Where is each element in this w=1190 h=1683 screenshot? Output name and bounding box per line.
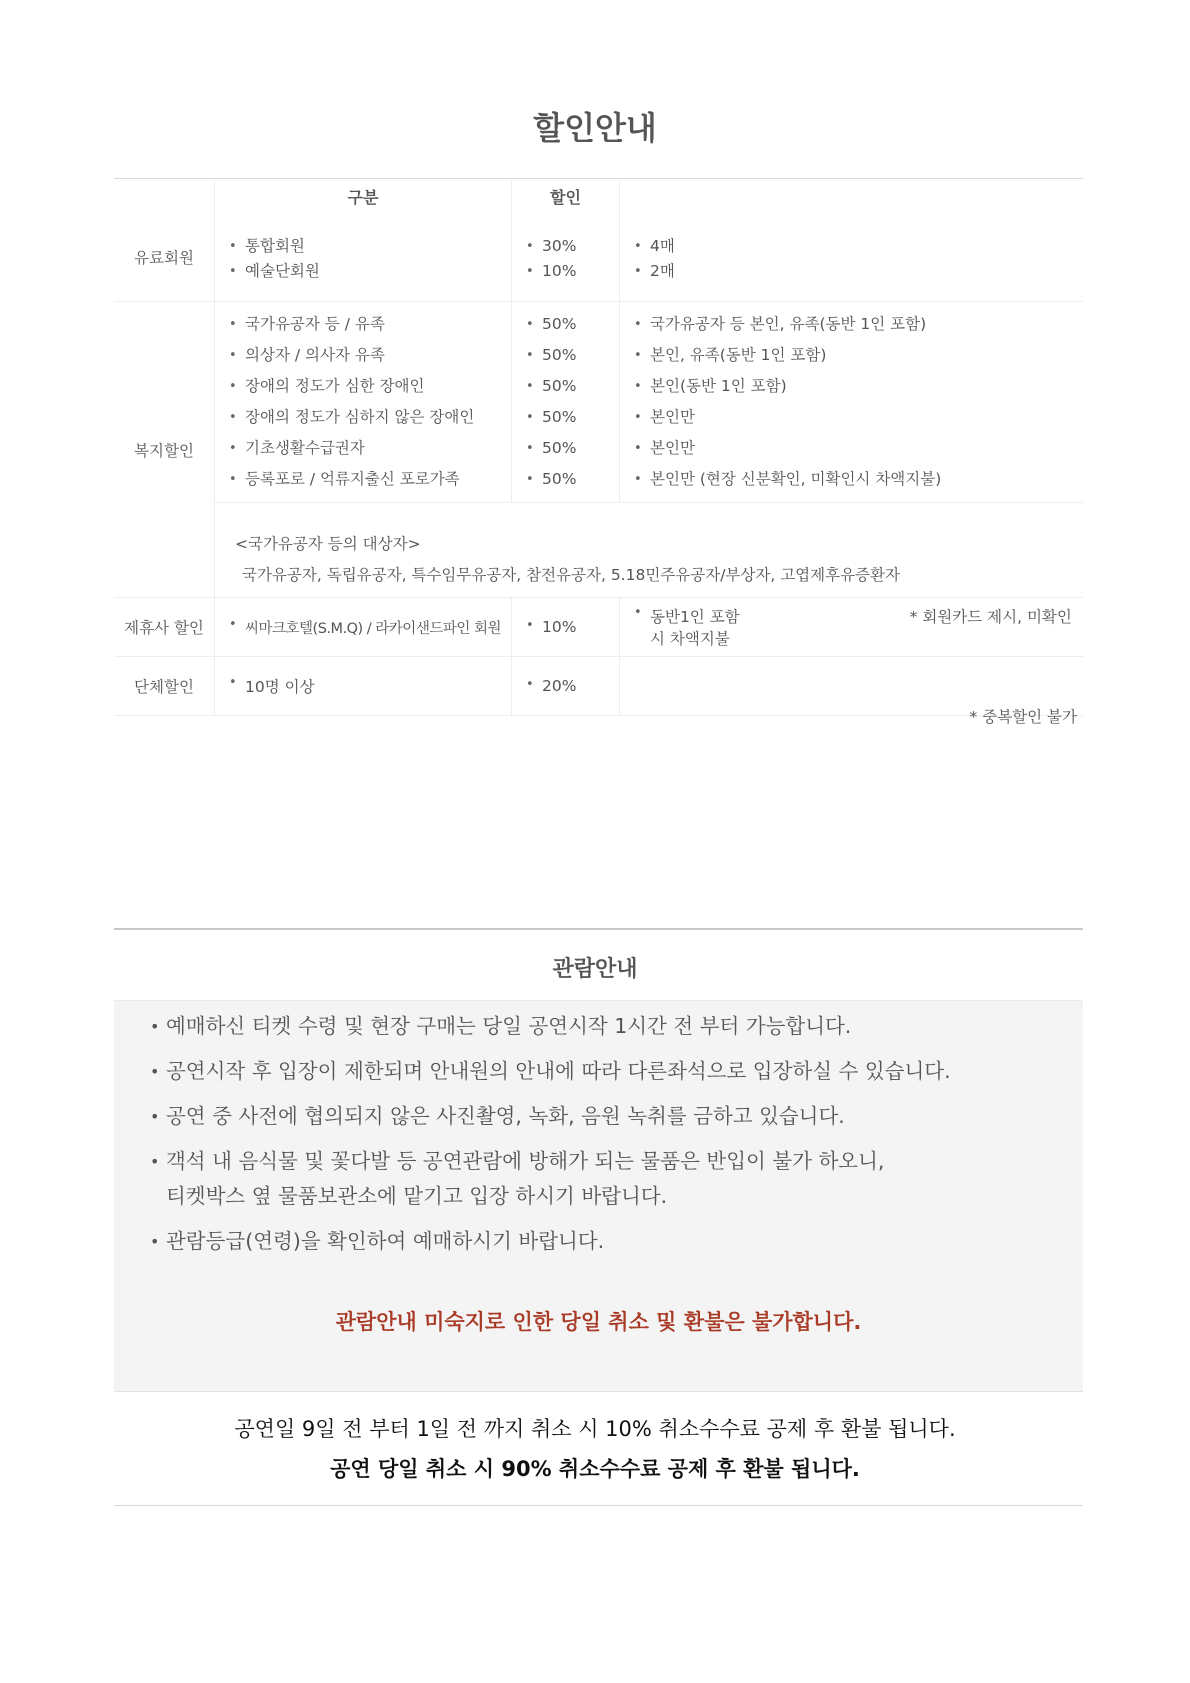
- welfare-target-cell: [215, 503, 1084, 598]
- divider: [114, 1505, 1083, 1506]
- list-item: • 20%: [526, 677, 619, 695]
- list-item: • 50%: [526, 309, 619, 340]
- list-item: • 공연시작 후 입장이 제한되며 안내원의 안내에 따라 다른좌석으로 입장하실 수 있습니다.: [150, 1054, 1083, 1089]
- list-item: • 10%: [526, 259, 619, 284]
- list-item: • 기초생활수급권자: [229, 433, 511, 464]
- list-item: • 50%: [526, 433, 619, 464]
- divider: [114, 928, 1083, 930]
- welfare-target-title: <국가유공자 등의 대상자>: [235, 535, 421, 553]
- list-item: • 2매: [634, 259, 1083, 284]
- discount-table: [114, 178, 1083, 716]
- partner-note: 동반1인 포함: [650, 608, 740, 626]
- list-item: • 장애의 정도가 심하지 않은 장애인: [229, 402, 511, 433]
- list-item: • 10%: [526, 618, 619, 636]
- paid-member-notes: [620, 230, 1083, 284]
- table-row: [114, 657, 1083, 716]
- list-item: • 본인만 (현장 신분확인, 미확인시 차액지불): [634, 464, 1083, 495]
- list-item: • 4매: [634, 234, 1083, 259]
- welfare-notes: [620, 309, 1083, 495]
- partner-note-2: * 회원카드 제시, 미확인시 차액지불: [650, 608, 1072, 648]
- list-item: • 예술단회원: [229, 259, 511, 284]
- row-label: 제휴사 할인: [114, 598, 215, 657]
- welfare-target-list: 국가유공자, 독립유공자, 특수임무유공자, 참전유공자, 5.18민주유공자/부상자, 고엽제후유증환자: [242, 566, 900, 584]
- list-item: • 객석 내 음식물 및 꽃다발 등 공연관람에 방해가 되는 물품은 반입이 불가 하오니, 티켓박스 옆 물품보관소에 맡기고 입장 하시기 바랍니다.: [150, 1144, 1083, 1214]
- refund-policy-line-1: 공연일 9일 전 부터 1일 전 까지 취소 시 10% 취소수수료 공제 후 환불 됩니다.: [234, 1417, 956, 1441]
- header-category: 구분: [215, 179, 512, 214]
- list-item: • 등록포로 / 억류지출신 포로가족: [229, 464, 511, 495]
- list-item: • 국가유공자 등 / 유족: [229, 309, 511, 340]
- welfare-items: [215, 309, 511, 495]
- list-item: • 공연 중 사전에 협의되지 않은 사진촬영, 녹화, 음원 녹취를 금하고 있습니다.: [150, 1099, 1083, 1134]
- table-header-row: [114, 179, 1083, 214]
- row-label: 복지할인: [114, 302, 215, 598]
- list-item: • 30%: [526, 234, 619, 259]
- list-item: • 본인(동반 1인 포함): [634, 371, 1083, 402]
- discount-title: 할인안내: [533, 109, 657, 147]
- paid-member-items: [215, 230, 511, 284]
- viewing-title: 관람안내: [552, 957, 638, 982]
- welfare-rates: [512, 309, 619, 495]
- duplicate-discount-note: * 중복할인 불가: [969, 708, 1077, 726]
- list-item: • 본인, 유족(동반 1인 포함): [634, 340, 1083, 371]
- table-row: [114, 302, 1083, 503]
- list-item: • 국가유공자 등 본인, 유족(동반 1인 포함): [634, 309, 1083, 340]
- paid-member-rates: [512, 230, 619, 284]
- list-item: • 장애의 정도가 심한 장애인: [229, 371, 511, 402]
- list-item: • 예매하신 티켓 수령 및 현장 구매는 당일 공연시작 1시간 전 부터 가능합니다.: [150, 1009, 1083, 1044]
- list-item: • 50%: [526, 371, 619, 402]
- list-item: • 10명 이상: [229, 675, 511, 697]
- list-item: • 의상자 / 의사자 유족: [229, 340, 511, 371]
- list-item: • 50%: [526, 340, 619, 371]
- viewing-list: [114, 1001, 1083, 1259]
- row-label: 단체할인: [114, 657, 215, 716]
- list-item: • 씨마크호텔(S.M.Q) / 라카이샌드파인 회원: [229, 617, 511, 638]
- table-row: [114, 213, 1083, 302]
- list-item: • 통합회원: [229, 234, 511, 259]
- table-row: [114, 598, 1083, 657]
- list-item: • 관람등급(연령)을 확인하여 예매하시기 바랍니다.: [150, 1224, 1083, 1259]
- header-discount: 할인: [512, 179, 620, 214]
- list-item: • 50%: [526, 402, 619, 433]
- list-item: • 본인만: [634, 433, 1083, 464]
- refund-policy-line-2: 공연 당일 취소 시 90% 취소수수료 공제 후 환불 됩니다.: [330, 1457, 860, 1481]
- list-item: • 본인만: [634, 402, 1083, 433]
- list-item: [634, 605, 1083, 649]
- row-label: 유료회원: [114, 213, 215, 302]
- table-row: [114, 503, 1083, 598]
- list-item: • 50%: [526, 464, 619, 495]
- header-note: [620, 179, 1084, 214]
- viewing-warning: 관람안내 미숙지로 인한 당일 취소 및 환불은 불가합니다.: [335, 1310, 862, 1334]
